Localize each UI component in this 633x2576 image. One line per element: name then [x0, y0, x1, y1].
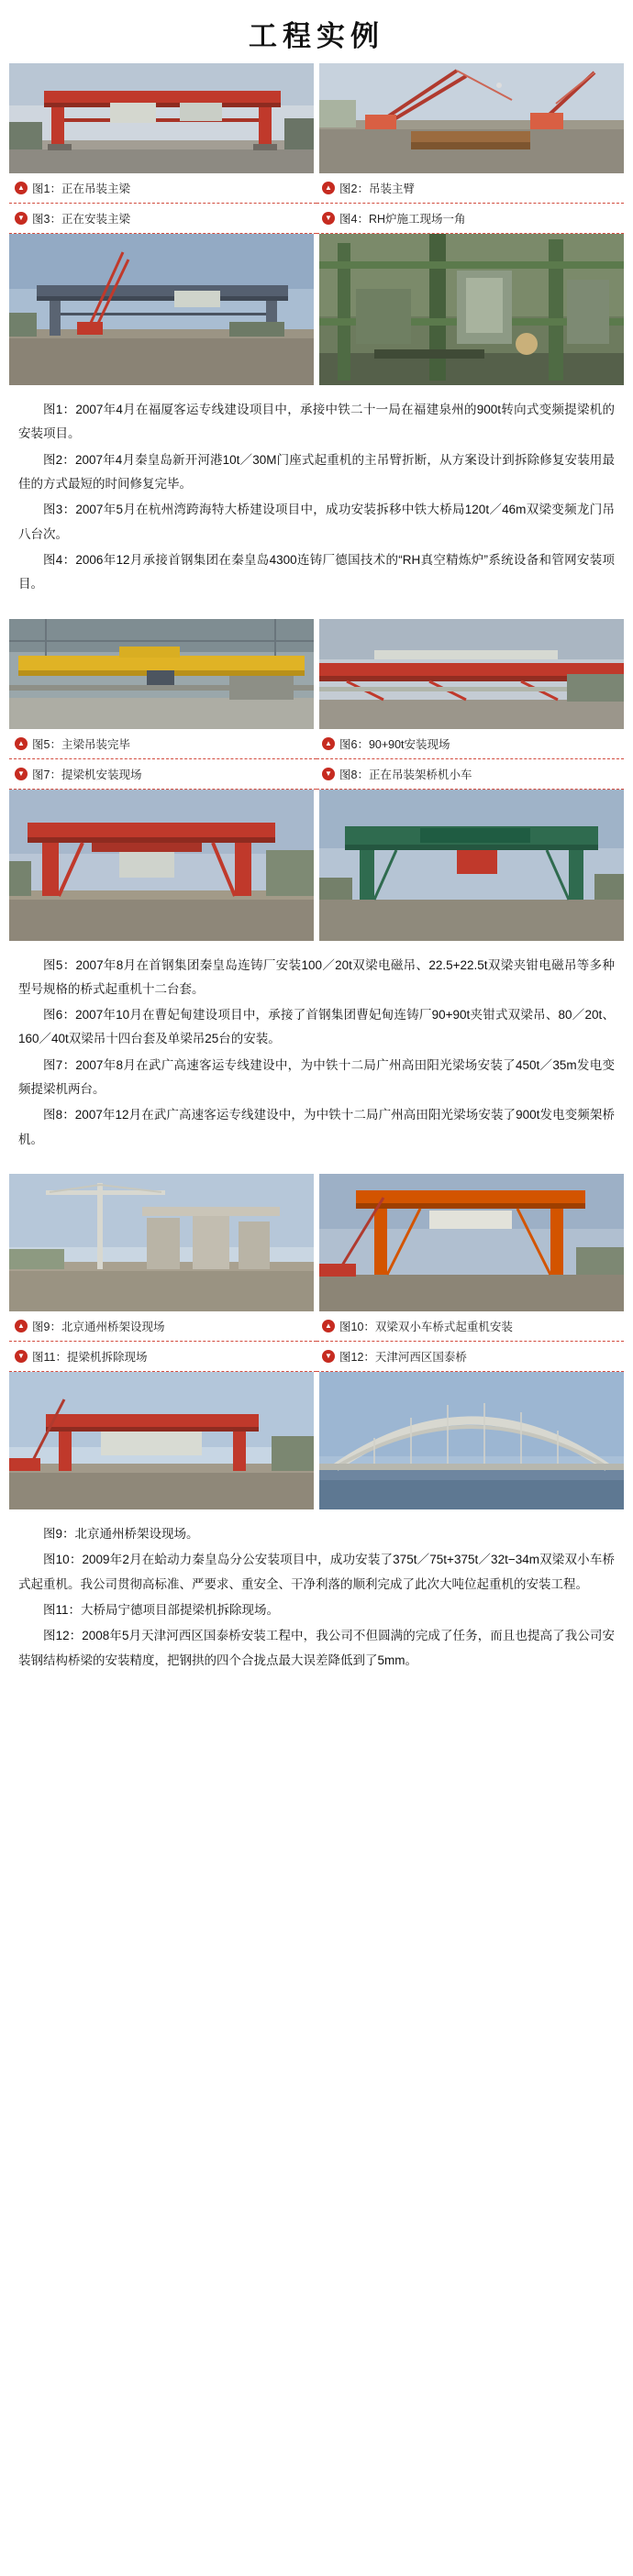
caption-fig5-text: 图5：主梁吊装完毕 [32, 737, 130, 751]
caption-fig6 [316, 729, 624, 759]
caption-marker-down-icon: ▼ [15, 768, 28, 780]
photo-cell-1 [9, 63, 314, 173]
text-block-1 [0, 385, 633, 608]
page-title-container [0, 0, 633, 63]
photo-guotai-arch-bridge [319, 1372, 624, 1509]
caption-marker-up-icon: ▲ [15, 1320, 28, 1332]
photo-double-trolley-crane [319, 1174, 624, 1311]
caption-row-2 [9, 204, 624, 234]
paragraph-fig8: 图8：2007年12月在武广高速客运专线建设中，为中铁十二局广州高田阳光梁场安装了900t发电变频架桥机。 [18, 1108, 615, 1146]
caption-fig8-text: 图8：正在吊装架桥机小车 [339, 768, 472, 781]
paragraph-fig12: 图12：2008年5月天津河西区国泰桥安装工程中，我公司不但圆满的完成了任务，而且也提高了我公司安装钢结构桥梁的安装精度，把钢拱的四个合拢点最大误差降低到了5mm。 [18, 1629, 615, 1667]
caption-fig2-text: 图2：吊装主臂 [339, 182, 415, 195]
caption-fig1-text: 图1：正在吊装主梁 [32, 182, 130, 195]
photo-cell-7 [9, 790, 314, 941]
photo-cell-4 [319, 234, 624, 385]
photo-cell-11 [9, 1372, 314, 1509]
photo-bridge-crane-trolley [319, 790, 624, 941]
photo-main-girder-complete [9, 619, 314, 729]
photo-90t-install-site [319, 619, 624, 729]
caption-row-6 [9, 1342, 624, 1372]
caption-fig3 [9, 204, 316, 234]
photo-cell-9 [9, 1174, 314, 1311]
paragraph-fig7: 图7：2007年8月在武广高速客运专线建设中，为中铁十二局广州高田阳光梁场安装了450t／35m发电变频提梁机两台。 [18, 1057, 615, 1097]
caption-fig6-text: 图6：90+90t安装现场 [339, 737, 450, 751]
caption-fig9 [9, 1311, 316, 1342]
text-block-2 [0, 941, 633, 1164]
paragraph-fig1: 图1：2007年4月在福厦客运专线建设项目中，承接中铁二十一局在福建泉州的900t转向式变频提梁机的安装项目。 [18, 403, 615, 441]
caption-marker-down-icon: ▼ [15, 212, 28, 225]
photo-row-6 [9, 1372, 624, 1509]
caption-marker-down-icon: ▼ [322, 768, 335, 780]
photo-lifter-dismantle-site [9, 1372, 314, 1509]
paragraph-fig3: 图3：2007年5月在杭州湾跨海特大桥建设项目中，成功安装拆移中铁大桥局120t／46m双梁变频龙门吊八台次。 [18, 503, 615, 541]
paragraph-fig2: 图2：2007年4月秦皇岛新开河港10t／30M门座式起重机的主吊臂折断，从方案设计到拆除修复安装用最佳的方式最短的时间修复完毕。 [18, 452, 615, 491]
paragraph-fig4: 图4：2006年12月承接首钢集团在秦皇岛4300连铸厂德国技术的“RH真空精炼炉”系统设备和管网安装项目。 [18, 552, 615, 591]
caption-fig11 [9, 1342, 316, 1372]
caption-fig12 [316, 1342, 624, 1372]
caption-marker-up-icon: ▲ [15, 737, 28, 750]
photo-cell-2 [319, 63, 624, 173]
caption-fig8 [316, 759, 624, 790]
photo-girder-lifter-site [9, 790, 314, 941]
photo-row-3 [9, 619, 624, 729]
caption-fig7 [9, 759, 316, 790]
photo-row-2 [9, 234, 624, 385]
caption-marker-down-icon: ▼ [322, 212, 335, 225]
caption-row-4 [9, 759, 624, 790]
caption-fig9-text: 图9：北京通州桥架设现场 [32, 1321, 165, 1333]
caption-fig7-text: 图7：提梁机安装现场 [32, 768, 142, 781]
photo-cell-6 [319, 619, 624, 729]
photo-grid-1 [0, 63, 633, 385]
caption-row-5 [9, 1311, 624, 1342]
paragraph-fig10: 图10：2009年2月在蛤动力秦皇岛分公安装项目中，成功安装了375t／75t+375t／32t−34m双梁双小车桥式起重机。我公司贯彻高标准、严要求、重安全、干净利落的顺利完成了此次大吨位起重机的安装工程。 [18, 1553, 615, 1591]
caption-marker-up-icon: ▲ [322, 737, 335, 750]
caption-fig11-text: 图11：提梁机拆除现场 [32, 1351, 148, 1364]
photo-cell-8 [319, 790, 624, 941]
text-block-3 [0, 1509, 633, 1684]
photo-row-4 [9, 790, 624, 941]
caption-fig1 [9, 173, 316, 204]
caption-marker-down-icon: ▼ [15, 1350, 28, 1363]
caption-marker-down-icon: ▼ [322, 1350, 335, 1363]
caption-marker-up-icon: ▲ [15, 182, 28, 194]
photo-rh-furnace-site [319, 234, 624, 385]
photo-row-5 [9, 1174, 624, 1311]
photo-cell-5 [9, 619, 314, 729]
caption-row-1 [9, 173, 624, 204]
caption-marker-up-icon: ▲ [322, 182, 335, 194]
photo-tongzhou-bridge-site [9, 1174, 314, 1311]
paragraph-fig11: 图11：大桥局宁德项目部提梁机拆除现场。 [43, 1602, 280, 1617]
photo-row-1 [9, 63, 624, 173]
photo-cell-12 [319, 1372, 624, 1509]
photo-gantry-assembly-site [9, 234, 314, 385]
photo-cell-10 [319, 1174, 624, 1311]
caption-marker-up-icon: ▲ [322, 1320, 335, 1332]
paragraph-fig9: 图9：北京通州桥架设现场。 [43, 1527, 199, 1541]
caption-row-3 [9, 729, 624, 759]
caption-fig2 [316, 173, 624, 204]
caption-fig10-text: 图10：双梁双小车桥式起重机安装 [339, 1321, 513, 1333]
caption-fig3-text: 图3：正在安装主梁 [32, 213, 130, 226]
photo-grid-3 [0, 1174, 633, 1509]
caption-fig10 [316, 1311, 624, 1342]
page-title: 工程实例 [249, 20, 384, 53]
caption-fig5 [9, 729, 316, 759]
caption-fig12-text: 图12：天津河西区国泰桥 [339, 1351, 467, 1364]
caption-fig4 [316, 204, 624, 234]
photo-boom-lifting [319, 63, 624, 173]
photo-grid-2 [0, 619, 633, 941]
paragraph-fig5: 图5：2007年8月在首钢集团秦皇岛连铸厂安装100／20t双梁电磁吊、22.5+22.5t双梁夹钳电磁吊等多种型号规格的桥式起重机十二台套。 [18, 957, 615, 996]
caption-fig4-text: 图4：RH炉施工现场一角 [339, 213, 466, 226]
photo-gantry-crane-red [9, 63, 314, 173]
photo-cell-3 [9, 234, 314, 385]
paragraph-fig6: 图6：2007年10月在曹妃甸建设项目中，承接了首钢集团曹妃甸连铸厂90+90t夹钳式双梁吊、80／20t、160／40t双梁吊十四台套及单梁吊25台的安装。 [18, 1008, 615, 1046]
